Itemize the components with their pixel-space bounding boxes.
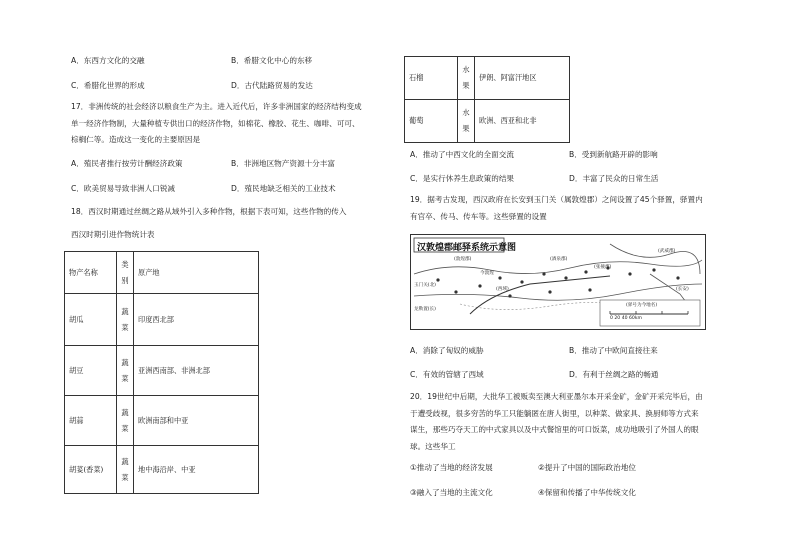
q19-option-b[interactable]: B．推动了中欧间直接往来	[569, 346, 658, 355]
cell-origin: 欧洲、西亚和北非	[475, 100, 570, 143]
cell-origin: 印度西北部	[134, 294, 259, 346]
header-origin: 原产地	[134, 252, 259, 294]
q20-line: 20．19世纪中后期，大批华工被贩卖至澳大利亚墨尔本开采金矿，金矿开采完毕后，由	[410, 392, 703, 401]
table-row	[405, 100, 570, 143]
cell-name: 胡瓜	[65, 294, 117, 346]
cell-type: 蔬菜	[117, 294, 134, 346]
map-scale-note: (驿号为今地名)	[626, 303, 658, 308]
q18-option-d[interactable]: D．丰富了民众的日常生活	[569, 174, 659, 183]
map-label: (长安)	[676, 287, 689, 292]
cell-origin: 伊朗、阿富汗地区	[475, 57, 570, 100]
cell-type: 蔬菜	[117, 346, 134, 396]
cell-origin: 欧洲南部和中亚	[134, 396, 259, 446]
q17-stem	[71, 99, 362, 149]
q20-line: 谋生，那些巧夺天工的中式家具以及中式餐馆里的可口饭菜，成功地吸引了外国人的眼	[410, 425, 699, 434]
q18-option-c[interactable]: C．是实行休养生息政策的结果	[410, 174, 515, 183]
table-row	[65, 446, 259, 494]
cell-name: 石榴	[405, 57, 458, 100]
q18-option-b[interactable]: B．受到新航路开辟的影响	[569, 150, 658, 159]
q16-option-c[interactable]: C．希腊化世界的形成	[71, 81, 145, 90]
q16-option-d[interactable]: D．古代陆路贸易的发达	[231, 81, 313, 90]
crop-table	[64, 251, 259, 494]
map-label: (西域)	[496, 287, 509, 292]
cell-type: 蔬菜	[117, 396, 134, 446]
map-title: 汉敦煌郡邮驿系统示意图	[417, 243, 517, 253]
q16-option-a[interactable]: A．东西方文化的交融	[71, 56, 145, 65]
table-header-row	[65, 252, 259, 294]
table-row	[65, 346, 259, 396]
cell-origin: 地中海沿岸、中亚	[134, 446, 259, 494]
q19-line: 有官卒、传马、传车等。这些驿置的设置	[410, 211, 547, 221]
q19-option-c[interactable]: C．有效的管辖了西域	[410, 370, 484, 379]
q19-stem	[410, 192, 703, 225]
q17-line: 单一经济作物制，大量种植专供出口的经济作物，如棉花、橡胶、花生、咖啡、可可、	[71, 118, 360, 128]
postal-map-figure	[410, 234, 706, 330]
map-label: (张掖郡)	[594, 265, 612, 270]
cell-name: 胡荽(香菜)	[65, 446, 117, 494]
header-type: 类别	[117, 252, 134, 294]
q19-option-d[interactable]: D．有利于丝绸之路的畅通	[569, 370, 659, 379]
q20-stem	[410, 389, 703, 455]
q17-option-b[interactable]: B．非洲地区物产资源十分丰富	[231, 159, 335, 168]
q17-line: 17．非洲传统的社会经济以粮食生产为主。进入近代后，许多非洲国家的经济结构变成	[71, 102, 362, 111]
table-row	[405, 57, 570, 100]
q20-option-2[interactable]: ②提升了中国的国际政治地位	[538, 463, 636, 472]
map-label: 龙勒置(长)	[414, 307, 436, 312]
q17-option-c[interactable]: C．欧美贸易导致非洲人口锐减	[71, 184, 176, 193]
map-label: 今敦煌	[480, 271, 494, 276]
cell-name: 葡萄	[405, 100, 458, 143]
map-label: (敦煌郡)	[454, 257, 472, 262]
q17-option-a[interactable]: A．殖民者推行按劳计酬经济政策	[71, 159, 183, 168]
cell-name: 胡蒜	[65, 396, 117, 446]
q17-line: 棕榈仁等。造成这一变化的主要原因是	[71, 135, 201, 144]
q17-option-d[interactable]: D．殖民地缺乏相关的工业技术	[231, 184, 336, 193]
map-label: (酒泉郡)	[550, 257, 568, 262]
q18-stem: 18．西汉时期通过丝绸之路从域外引入多种作物，根据下表可知，这些作物的传入	[71, 207, 347, 216]
cell-type: 水果	[458, 57, 475, 100]
q19-option-a[interactable]: A．消除了匈奴的威胁	[410, 346, 484, 355]
map-label: 玉门关(北)	[414, 283, 436, 288]
q19-line: 19．据考古发现，西汉政府在长安到玉门关（属敦煌郡）之间设置了45个驿置，驿置内	[410, 195, 703, 204]
q16-option-b[interactable]: B．希腊文化中心的东移	[231, 56, 313, 65]
table-row	[65, 396, 259, 446]
q20-option-4[interactable]: ④保留和传播了中华传统文化	[538, 488, 636, 497]
cell-name: 胡豆	[65, 346, 117, 396]
map-scale-label: 0 20 40 60km	[610, 316, 642, 321]
cell-type: 蔬菜	[117, 446, 134, 494]
table-caption: 西汉时期引进作物统计表	[71, 230, 155, 239]
q20-line: 于遭受歧视，很多穷苦的华工只能躺匿在唐人街里，以种菜、做家具、换厨师等方式来	[410, 408, 699, 418]
cell-origin: 亚洲西南部、非洲北部	[134, 346, 259, 396]
crop-table-continued	[404, 56, 570, 143]
q20-line: 球。这些华工	[410, 441, 456, 451]
map-label: (武威郡)	[658, 249, 676, 254]
q20-option-1[interactable]: ①推动了当地的经济发展	[410, 463, 493, 472]
q18-option-a[interactable]: A．推动了中西文化的全面交流	[410, 150, 514, 159]
q20-option-3[interactable]: ③融入了当地的主流文化	[410, 488, 493, 497]
header-name: 物产名称	[65, 252, 117, 294]
table-row	[65, 294, 259, 346]
cell-type: 水果	[458, 100, 475, 143]
